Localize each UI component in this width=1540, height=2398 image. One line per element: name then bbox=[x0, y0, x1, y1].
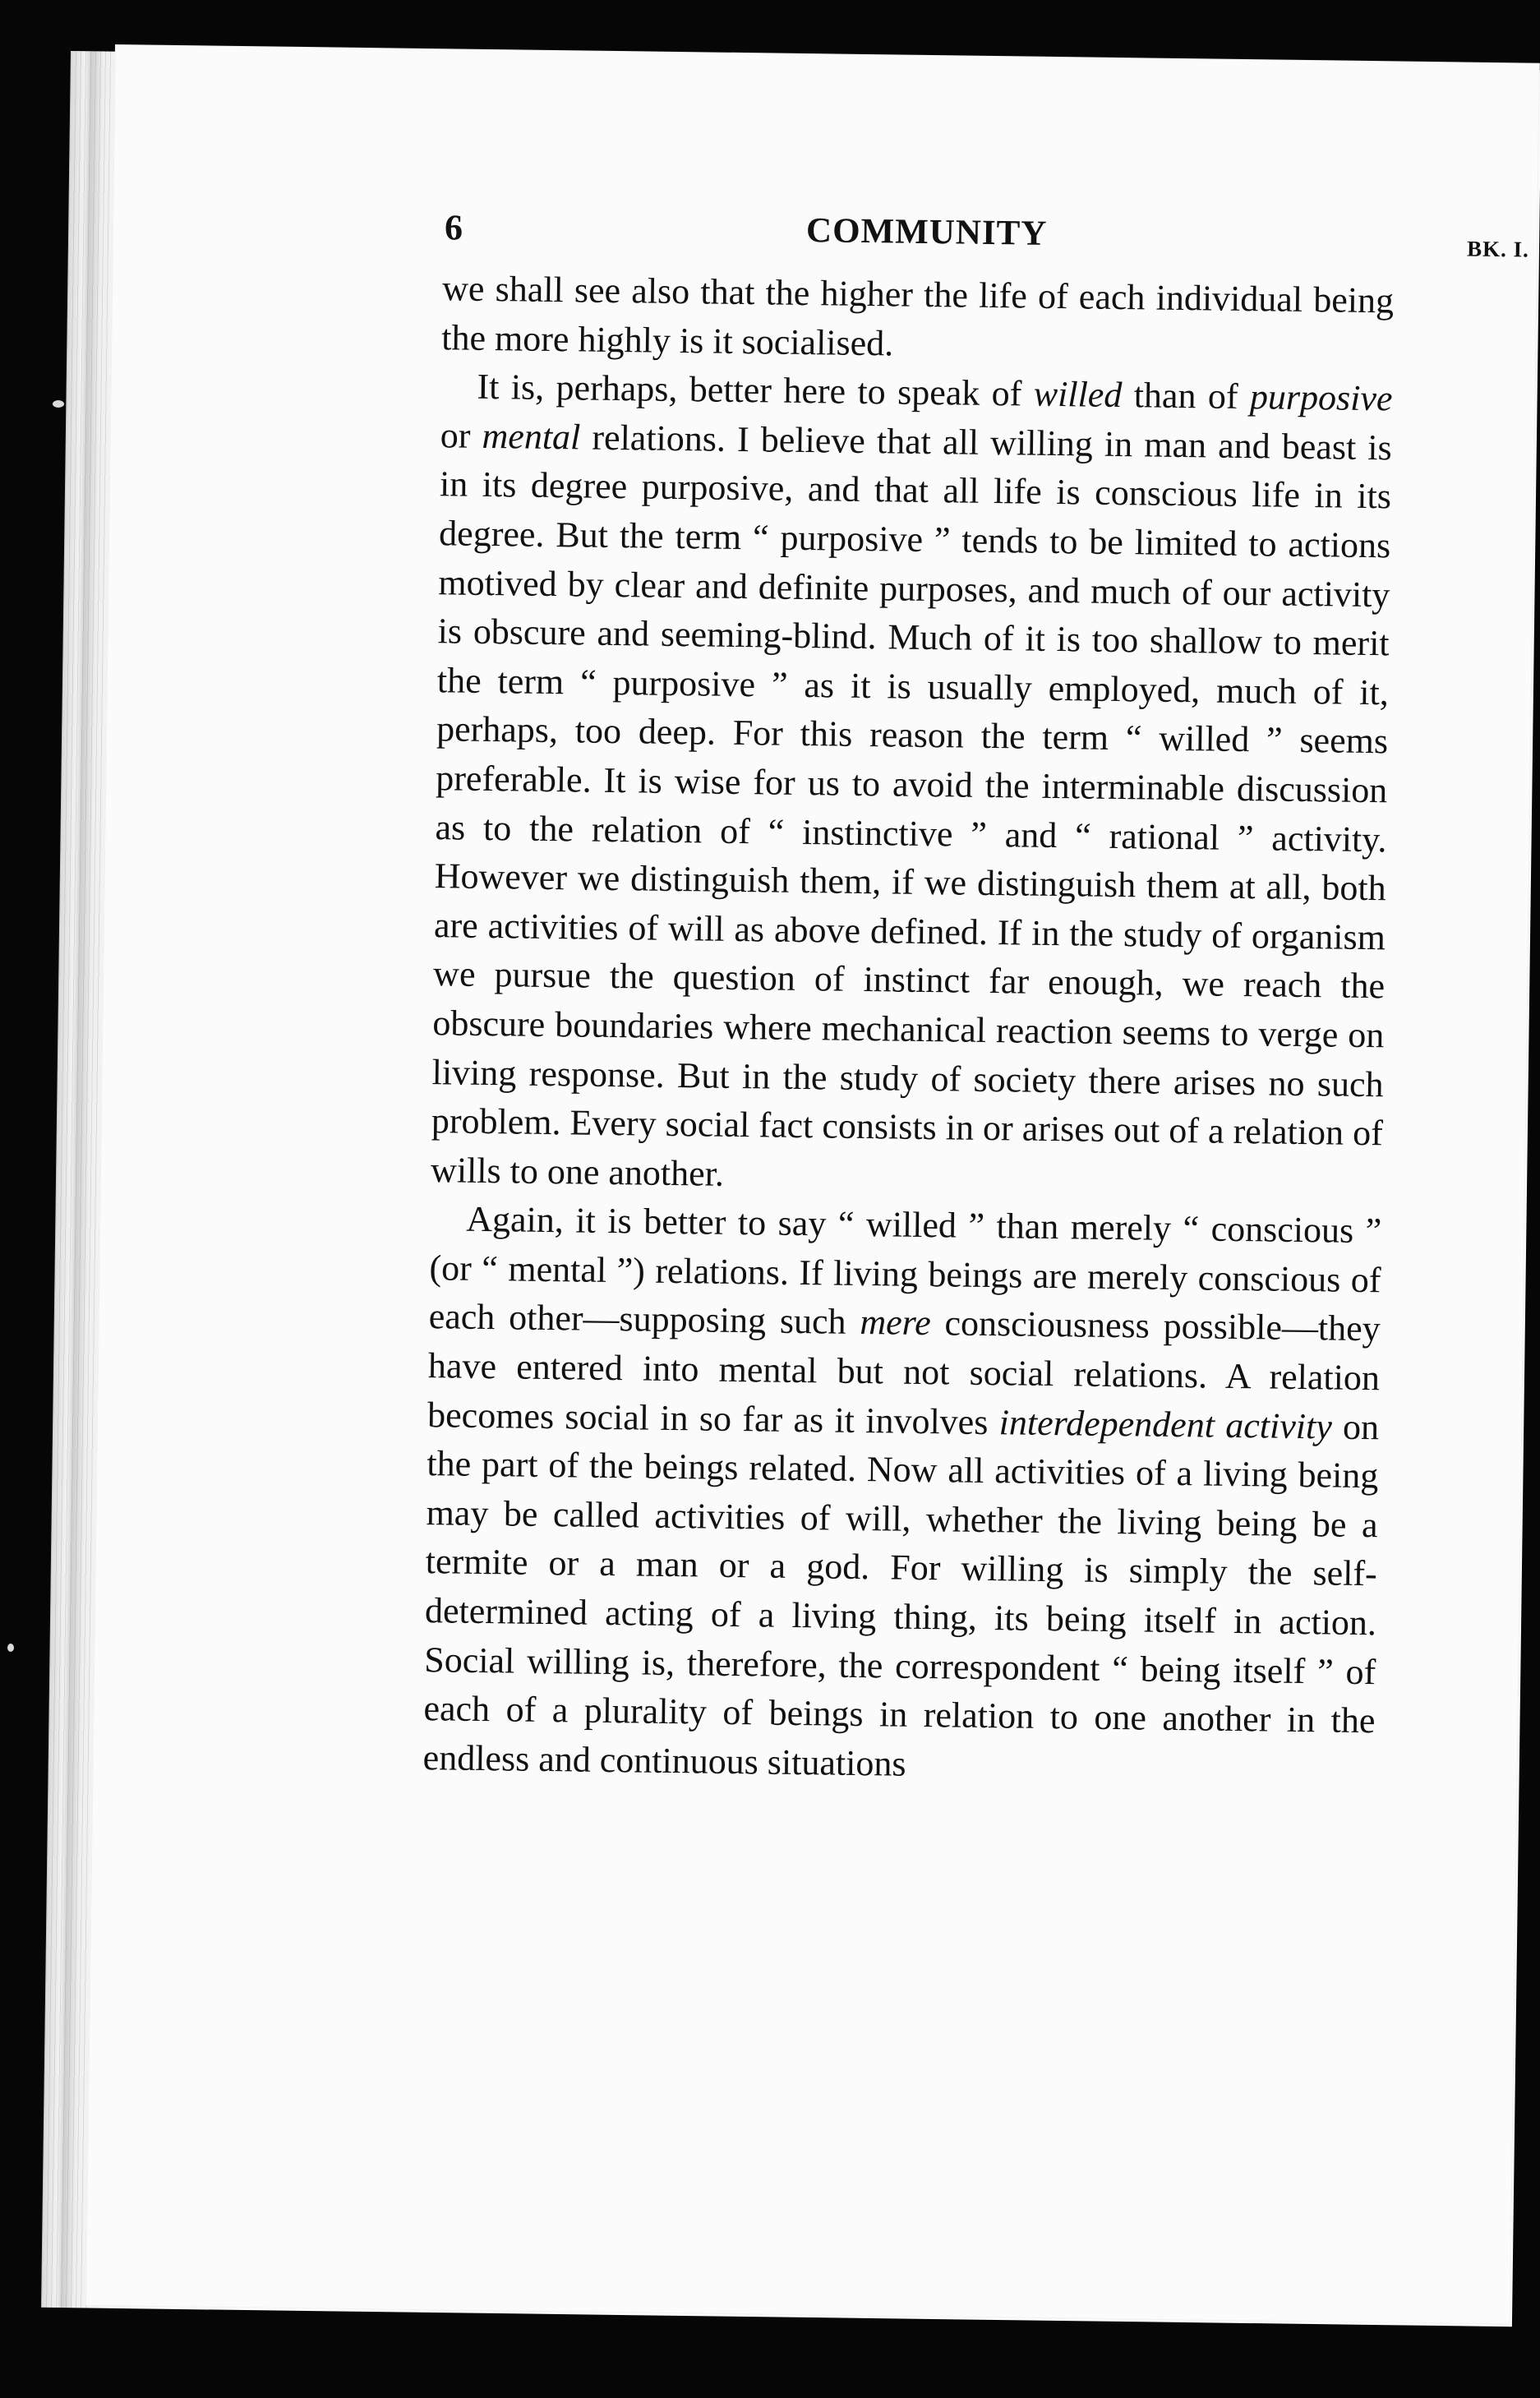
italic-willed: willed bbox=[1033, 373, 1123, 416]
paragraph-2 bbox=[431, 362, 1393, 1206]
paragraph-1: we shall see also that the higher the life of each individual being the more highly is it socialised. bbox=[441, 268, 1395, 364]
italic-purposive: purposive bbox=[1249, 376, 1393, 419]
book-reference: BK. I. bbox=[1466, 236, 1530, 262]
italic-mere: mere bbox=[860, 1302, 932, 1344]
paragraph-2-text-start: It is, perhaps, better here to speak of bbox=[477, 366, 1035, 414]
edge-speck bbox=[53, 400, 64, 408]
italic-mental: mental bbox=[482, 415, 581, 458]
paragraph-3-text-rest: on the part of the beings related. Now all activities of a living being may be called activities of will, whether the living being be a termite or a man or a god. For willing is simply the self-determined acting of a living thing, its being itself in action. Social willing is, therefore, the correspondent “ being itself ” of each of a plurality of beings in relation to one another in the endless and continuous situations bbox=[422, 1406, 1380, 1784]
italic-interdependent-activity: interdependent activity bbox=[998, 1401, 1333, 1447]
running-title: COMMUNITY bbox=[805, 211, 1048, 253]
paragraph-3-text-start: Again, it is better to say “ willed ” than merely “ conscious ” (or “ mental ”) relations. If living beings are merely conscious of each other—supposing such bbox=[428, 1198, 1382, 1343]
book-page bbox=[85, 44, 1540, 2324]
edge-speck bbox=[7, 1644, 14, 1652]
paragraph-2-text-rest: relations. I believe that all willing in man and beast is in its degree purposive, and that all life is conscious life in its degree. But the term “ purposive ” tends to be limited to actions motived by clear and definite purposes, and much of our activity is obscure and seeming-blind. Much of it is too shallow to merit the term “ purposive ” as it is usually employed, much of it, perhaps, too deep. For this reason the term “ willed ” seems preferable. It is wise for us to avoid the interminable discussion as to the relation of “ instinctive ” and “ rational ” activity. However we distinguish them, if we distinguish them at all, both are activities of will as above defined. If in the study of organism we pursue the question of instinct far enough, we reach the obscure boundaries where mechanical reaction seems to verge on living response. But in the study of society there arises no such problem. Every social fact consists in or arises out of a relation of wills to one another. bbox=[430, 417, 1393, 1194]
paragraph-3-text-middle: consciousness possible—they have entered into mental but not social relations. A relation becomes social in so far as it involves bbox=[426, 1303, 1381, 1442]
paragraph-2-text-or: or bbox=[440, 415, 482, 456]
paragraph-2-text-between: than of bbox=[1122, 375, 1251, 417]
body-text bbox=[422, 264, 1394, 1794]
paragraph-3 bbox=[422, 1194, 1381, 1794]
page-number: 6 bbox=[444, 207, 463, 248]
